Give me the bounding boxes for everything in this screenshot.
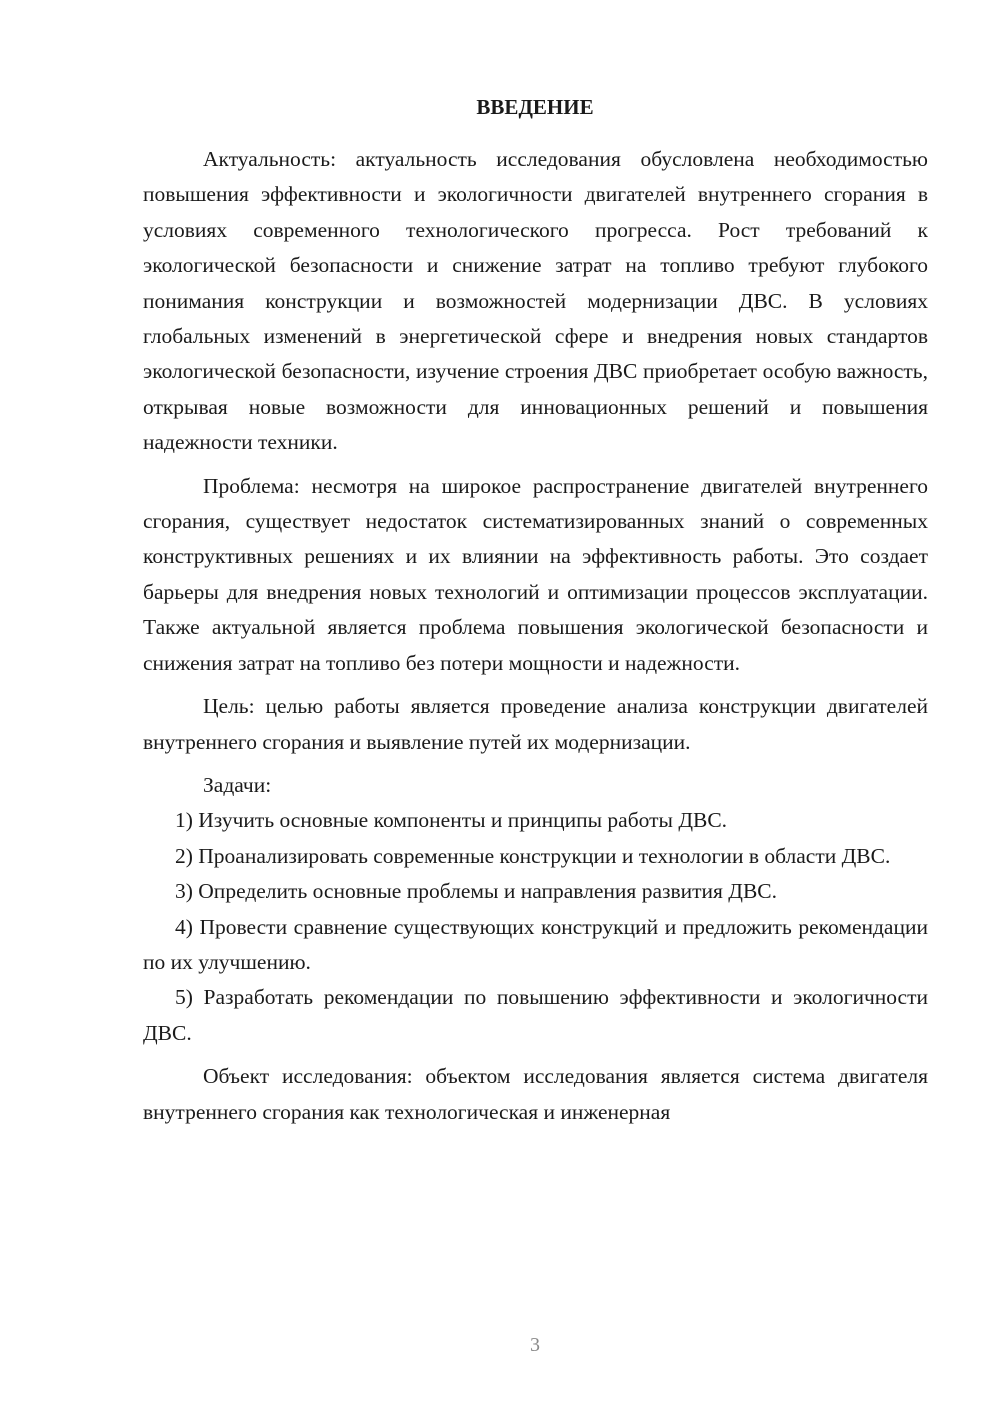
section-title: ВВЕДЕНИЕ: [476, 95, 594, 119]
paragraph-object: Объект исследования: объектом исследования является система двигателя внутреннего сгорания как технологическая и инженерная: [143, 1064, 928, 1124]
document-body: [143, 142, 928, 1130]
page-number: 3: [530, 1334, 540, 1356]
paragraph-problem: Проблема: несмотря на широкое распространение двигателей внутреннего сгорания, существует недостаток систематизированных знаний о современных конструктивных решениях и их влиянии на эффективность работы. Это создает барьеры для внедрения новых технологий и оптимизации процессов эксплуатации. Также актуальной является проблема повышения экологической безопасности и снижения затрат на топливо без потери мощности и надежности.: [143, 473, 928, 675]
tasks-heading: Задачи:: [203, 772, 272, 797]
task-item: 1) Изучить основные компоненты и принципы работы ДВС.: [175, 808, 728, 833]
task-item: 4) Провести сравнение существующих конструкций и предложить рекомендации по их улучшению.: [143, 914, 928, 974]
paragraph-goal: Цель: целью работы является проведение анализа конструкции двигателей внутреннего сгорания и выявление путей их модернизации.: [143, 694, 928, 754]
tasks-list: [143, 803, 928, 1051]
task-item: 2) Проанализировать современные конструкции и технологии в области ДВС.: [175, 843, 891, 868]
task-item: 3) Определить основные проблемы и направления развития ДВС.: [175, 879, 778, 904]
task-item: 5) Разработать рекомендации по повышению эффективности и экологичности ДВС.: [143, 985, 928, 1045]
paragraph-relevance: Актуальность: актуальность исследования обусловлена необходимостью повышения эффективности и экологичности двигателей внутреннего сгорания в условиях современного технологического прогресса. Рост требований к экологической безопасности и снижение затрат на топливо требуют глубокого понимания конструкции и возможностей модернизации ДВС. В условиях глобальных изменений в энергетической сфере и внедрения новых стандартов экологической безопасности, изучение строения ДВС приобретает особую важность, открывая новые возможности для инновационных решений и повышения надежности техники.: [143, 147, 928, 455]
